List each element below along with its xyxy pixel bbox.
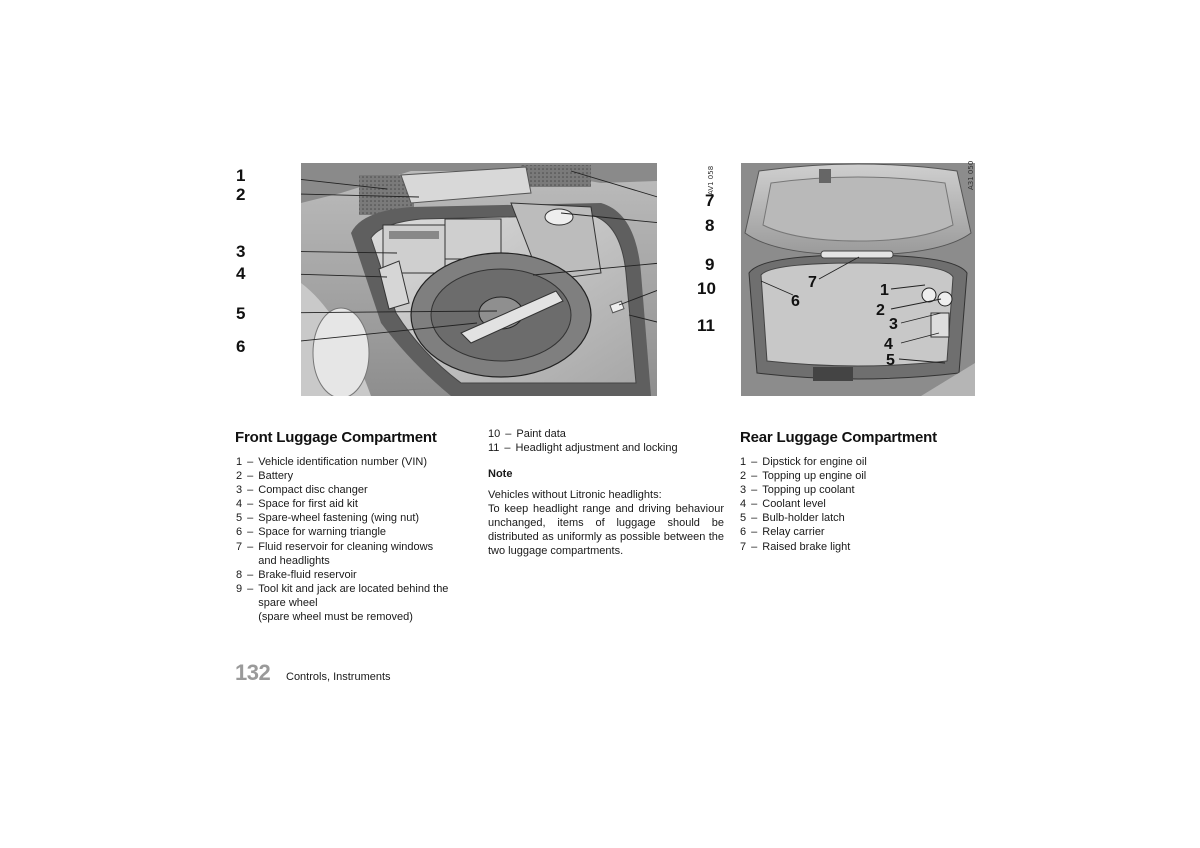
callout-front-6: 6	[236, 337, 246, 356]
list-item: 1 – Vehicle identification number (VIN)	[236, 456, 427, 468]
figure-code-rear: A31 050	[967, 160, 975, 190]
list-item: 3 – Compact disc changer	[236, 484, 368, 497]
note-title: Note	[488, 468, 513, 480]
callout-front-4: 4	[236, 264, 246, 283]
callout-rear-1: 1	[880, 282, 889, 299]
front-compartment-drawing	[301, 163, 657, 396]
list-item: 7 – Raised brake light	[740, 540, 851, 553]
rear-compartment-illustration	[741, 160, 975, 396]
note-paragraph: To keep headlight range and driving behaviour unchanged, items of luggage should be distributed as uniformly as possible between the two luggage compartments.	[488, 503, 724, 558]
front-legend-list	[236, 455, 448, 624]
list-item: 2 – Topping up engine oil	[740, 470, 867, 483]
list-item: 8 – Brake-fluid reservoir	[236, 568, 357, 581]
figure-code-front: AV1 058	[707, 165, 715, 195]
list-item: 6 – Space for warning triangle	[236, 526, 387, 539]
list-item: 4 – Coolant level	[740, 498, 826, 511]
callout-rear-7: 7	[808, 274, 817, 291]
section-title: Controls, Instruments	[286, 671, 391, 683]
list-item: 5 – Bulb-holder latch	[740, 512, 845, 525]
list-item: 1 – Dipstick for engine oil	[740, 456, 867, 468]
callout-front-7: 7	[705, 191, 715, 210]
callout-front-1: 1	[236, 166, 246, 185]
front-legend-list-continued	[488, 427, 678, 455]
list-item: 11 – Headlight adjustment and locking	[488, 442, 678, 455]
callout-front-11: 11	[697, 316, 715, 335]
rear-compartment-drawing	[741, 160, 975, 396]
callout-front-5: 5	[236, 304, 246, 323]
callout-front-10: 10	[697, 279, 716, 298]
list-item: 2 – Battery	[236, 470, 294, 483]
list-item: 9 – Tool kit and jack are located behind the spare wheel (spare wheel must be removed)	[236, 582, 449, 624]
callout-front-8: 8	[705, 216, 715, 235]
front-section-heading: Front Luggage Compartment	[235, 429, 437, 446]
list-item: 6 – Relay carrier	[740, 526, 825, 539]
callout-front-2: 2	[236, 185, 246, 204]
list-item: 5 – Spare-wheel fastening (wing nut)	[236, 512, 420, 525]
note-body	[488, 488, 724, 558]
callout-rear-6: 6	[791, 293, 800, 310]
callout-front-3: 3	[236, 242, 246, 261]
callout-rear-3: 3	[889, 316, 898, 333]
rear-section-heading: Rear Luggage Compartment	[740, 429, 937, 446]
callout-front-9: 9	[705, 255, 715, 274]
page-number: 132	[235, 660, 271, 685]
note-line: Vehicles without Litronic headlights:	[488, 489, 662, 501]
list-item: 3 – Topping up coolant	[740, 484, 855, 497]
list-item: 7 – Fluid reservoir for cleaning windows and headlights	[236, 540, 434, 567]
front-compartment-illustration	[301, 163, 657, 396]
list-item: 10 – Paint data	[488, 428, 566, 440]
callout-rear-4: 4	[884, 336, 893, 353]
list-item: 4 – Space for first aid kit	[236, 498, 358, 511]
callout-rear-5: 5	[886, 352, 895, 369]
callout-rear-2: 2	[876, 302, 885, 319]
rear-legend-list	[740, 455, 867, 554]
